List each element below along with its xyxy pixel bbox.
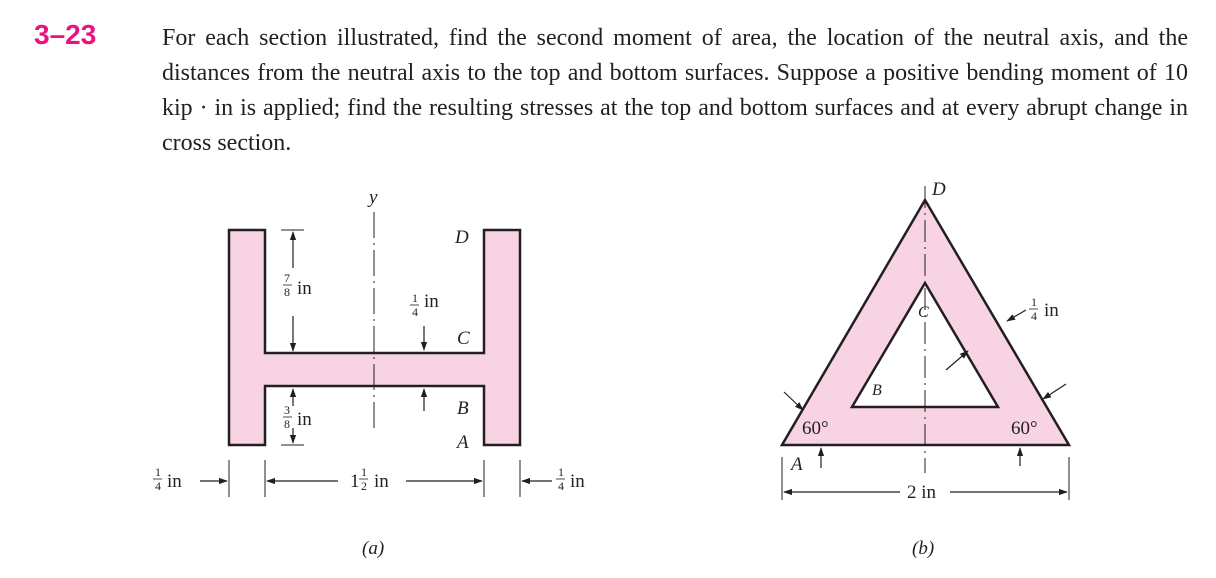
thickness-arrow-right [1043,384,1066,399]
svg-text:1: 1 [412,291,418,305]
dim-horizontal [153,460,585,497]
fig-a-point-D: D [455,227,469,248]
svg-text:in: in [570,471,585,492]
dim-top-flange-height [281,230,312,351]
svg-text:1: 1 [558,465,564,479]
problem-statement: For each section illustrated, find the second moment of area, the location of the neutral axis, and the distances from the neutral axis to the top and bottom surfaces. Suppose a positive bending moment of 10 kip · in is applied; find the resulting stresses at the top and bottom surfaces and at every abrupt change in cross section. [162,25,1188,156]
y-axis-label: y [369,187,378,208]
svg-text:2 in: 2 in [907,482,937,503]
fig-b-caption: (b) [912,538,935,559]
svg-text:in: in [424,291,439,312]
svg-text:in: in [297,409,312,430]
svg-text:in: in [167,471,182,492]
dim-bottom-flange-height [281,389,312,445]
svg-text:4: 4 [412,305,418,319]
fig-a-caption: (a) [362,538,385,559]
figure-b [782,179,1069,559]
svg-text:1: 1 [350,471,360,492]
svg-text:1: 1 [361,465,367,479]
fig-a-point-B: B [457,398,469,419]
fig-a-point-A: A [457,432,469,453]
svg-text:3: 3 [284,403,290,417]
figure-a [153,187,585,559]
svg-text:in: in [1044,300,1059,321]
thickness-arrow-inner [946,351,968,370]
thickness-arrow-left [784,392,803,410]
svg-text:8: 8 [284,285,290,299]
angle-right-label: 60° [1011,418,1038,439]
svg-text:7: 7 [284,271,290,285]
fig-b-point-B: B [872,382,882,399]
svg-text:8: 8 [284,417,290,431]
svg-text:1: 1 [1031,295,1037,309]
svg-text:4: 4 [155,479,161,493]
fig-b-point-D: D [932,179,946,200]
fig-b-point-A: A [791,454,803,475]
svg-text:in: in [374,471,389,492]
fig-b-point-C: C [918,304,929,321]
svg-text:in: in [297,278,312,299]
svg-text:4: 4 [558,479,564,493]
fig-a-point-C: C [457,328,470,349]
svg-text:2: 2 [361,479,367,493]
angle-left-label: 60° [802,418,829,439]
thickness-arrow-top-right [1007,310,1026,321]
svg-text:4: 4 [1031,309,1037,323]
dim-wall-thickness [1029,295,1059,323]
dim-web-thickness [410,291,439,411]
problem-number: 3–23 [34,19,97,50]
svg-text:1: 1 [155,465,161,479]
